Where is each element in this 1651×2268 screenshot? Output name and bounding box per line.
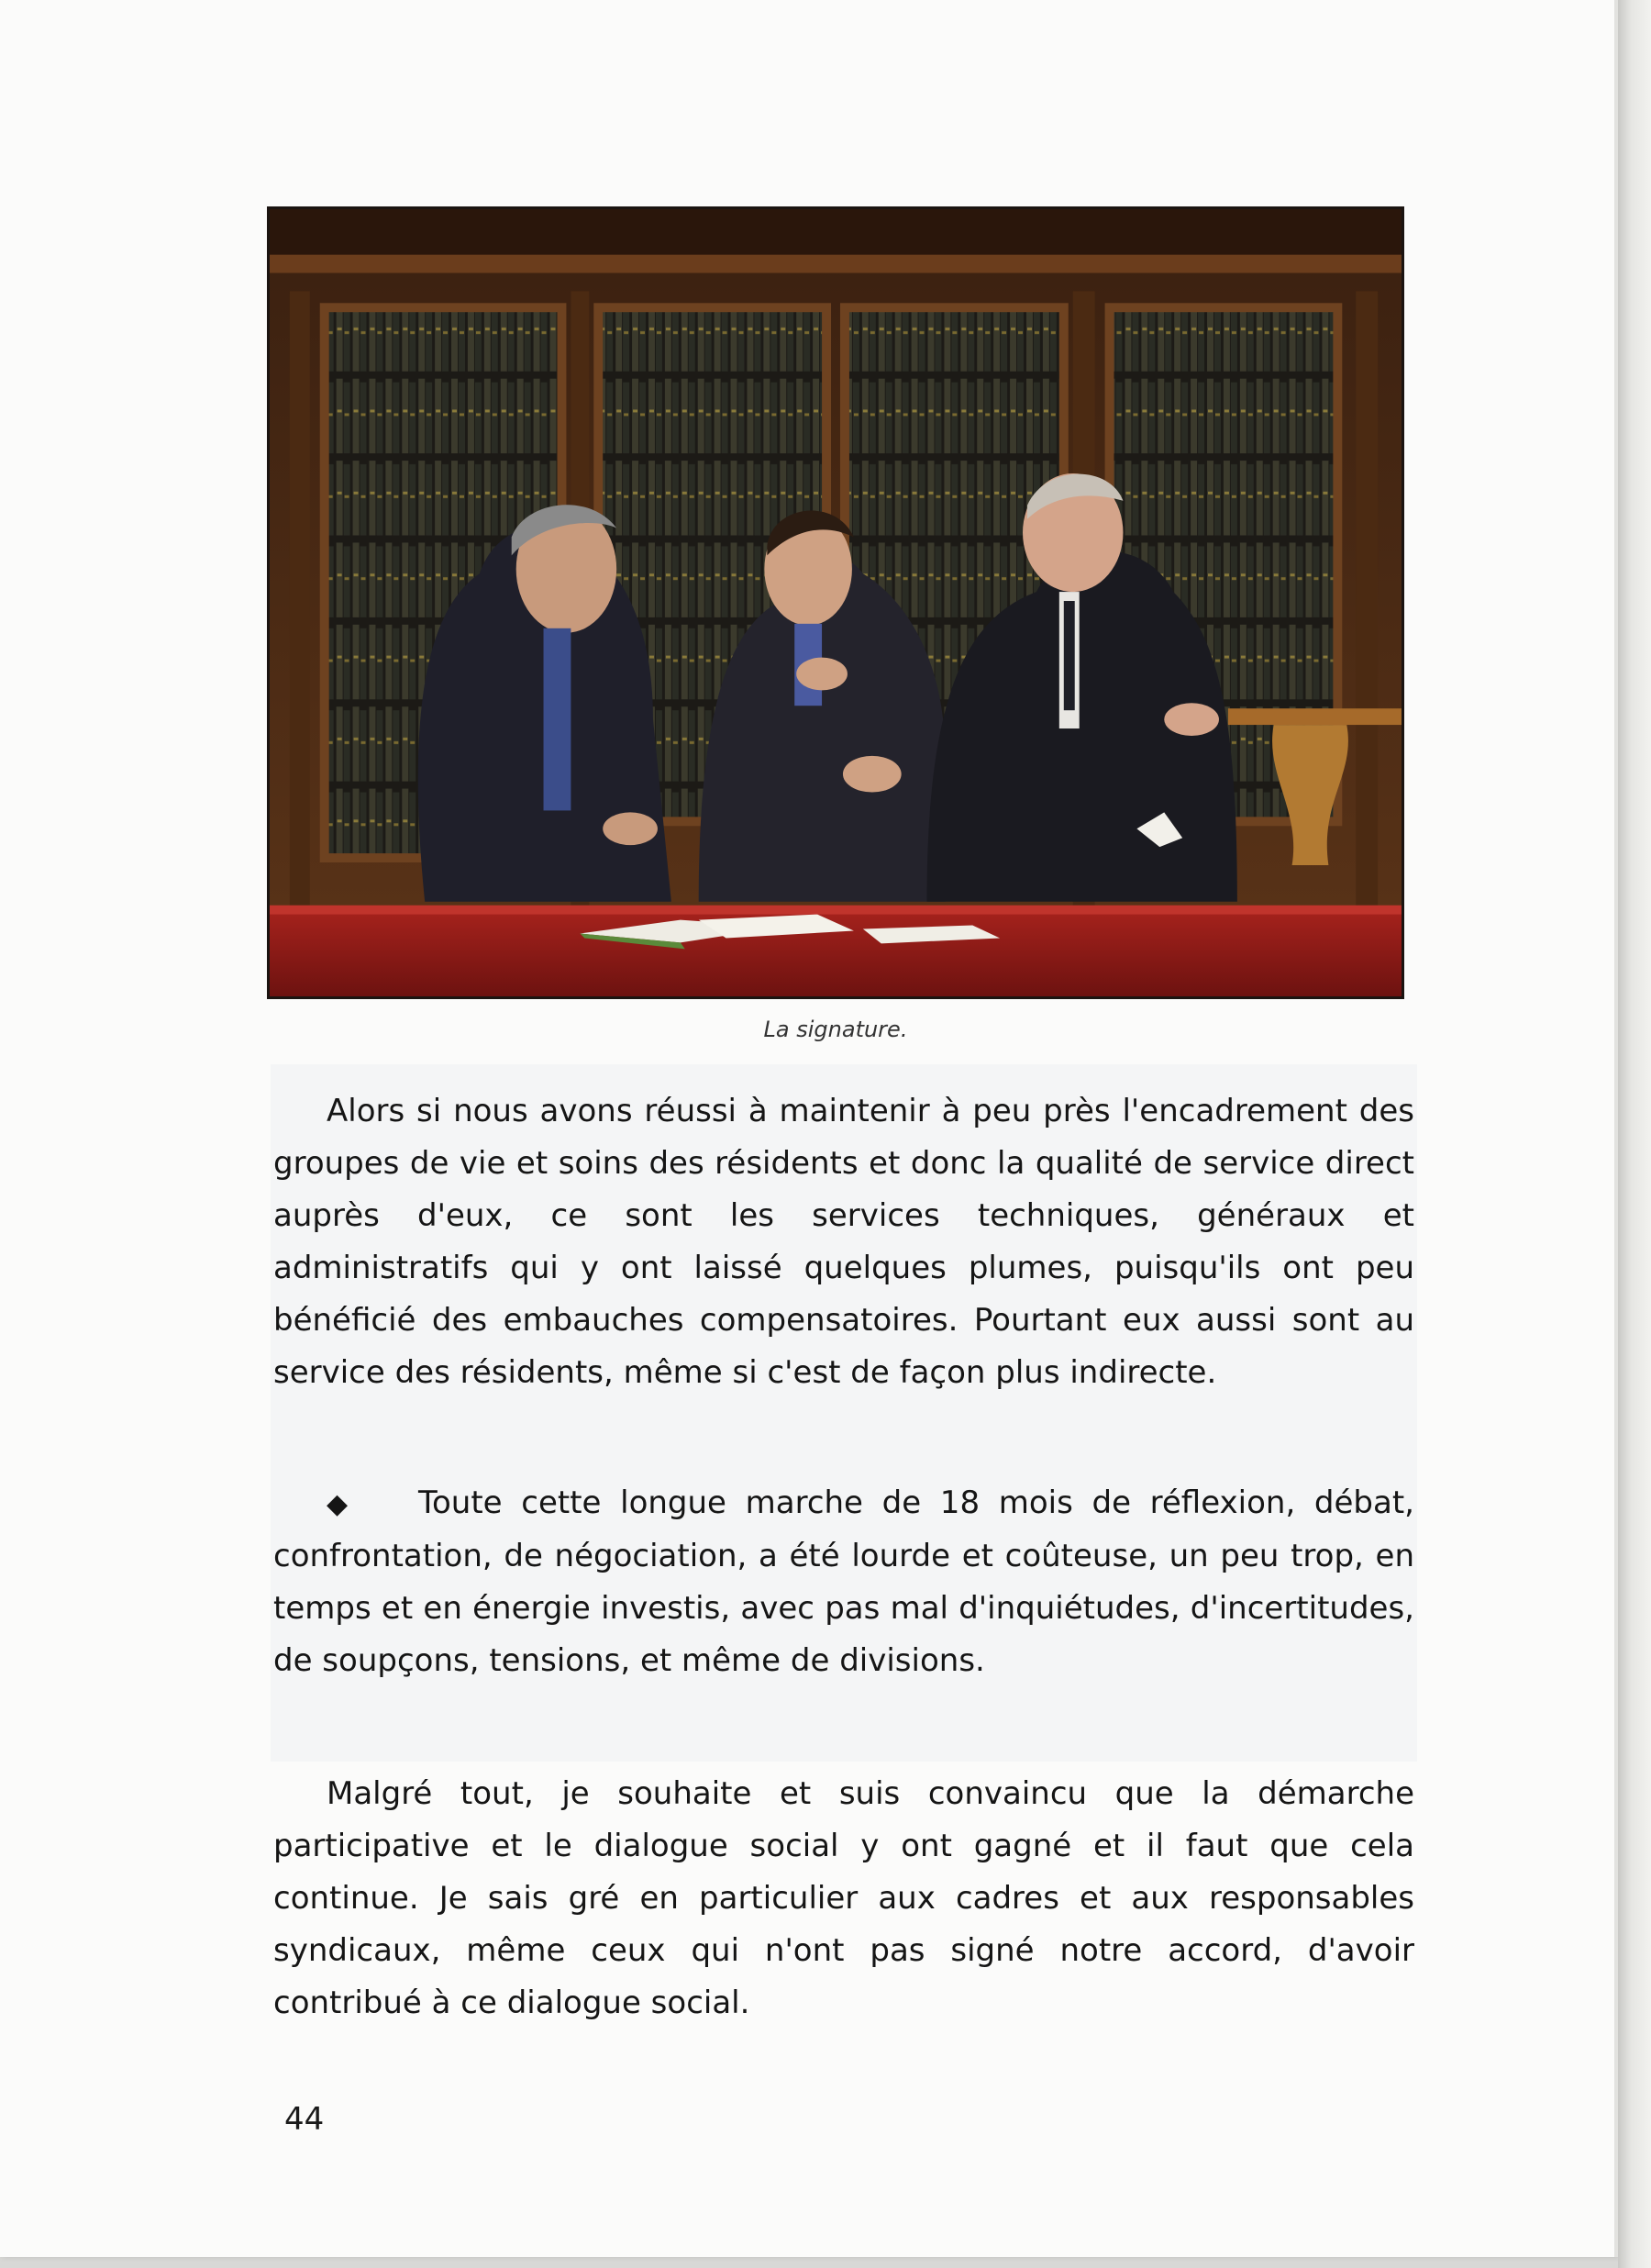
page-number: 44 [284, 2101, 325, 2138]
signature-photo-illustration [270, 209, 1402, 996]
photo-caption: La signature. [763, 1017, 908, 1042]
paragraph-1: Alors si nous avons réussi à maintenir à peu près l'encadrement des groupes de vie et soins des résidents et donc la qualité de service direct auprès d'eux, ce sont les services techniques, généraux et administratifs qui y ont laissé quelques plumes, puisqu'ils ont peu bénéficié des embauches compensatoires. Pourtant eux aussi sont au service des résidents, même si c'est de façon plus indirecte. [273, 1093, 1414, 1391]
paragraph-2-text: Toute cette longue marche de 18 mois de réflexion, débat, confrontation, de négociation, a été lourde et coûteuse, un peu trop, en temps et en énergie investis, avec pas mal d'inquiétudes, d'incertitudes, de soupçons, tensions, et même de divisions. [273, 1484, 1414, 1679]
diamond-bullet-icon: ◆ [327, 1488, 349, 1520]
signature-photo [267, 206, 1404, 999]
paragraph-2 [273, 1477, 1414, 1687]
paragraph-3: Malgré tout, je souhaite et suis convaincu que la démarche participative et le dialogue social y ont gagné et il faut que cela continue. Je sais gré en particulier aux cadres et aux responsables syndicaux, même ceux qui n'ont pas signé notre accord, d'avoir contribué à ce dialogue social. [273, 1775, 1414, 2021]
page-edge [1618, 0, 1651, 2268]
